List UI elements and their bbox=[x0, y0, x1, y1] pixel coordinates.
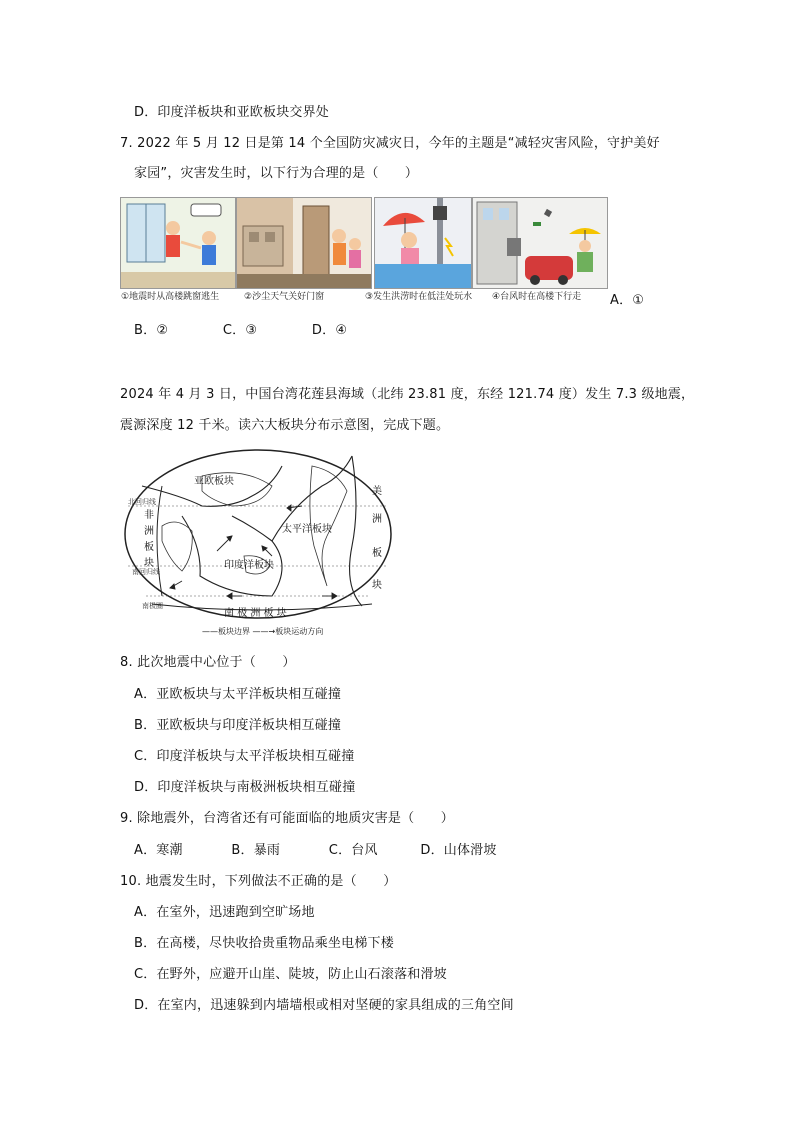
q9-options bbox=[134, 842, 497, 860]
label-america-3: 板 bbox=[372, 548, 382, 559]
q9-option-b: B．暴雨 bbox=[231, 843, 281, 858]
label-antarctic-circle: 南极圈 bbox=[142, 602, 163, 610]
caption-3: ③发生洪涝时在低洼处玩水 bbox=[365, 292, 473, 302]
caption-2: ②沙尘天气关好门窗 bbox=[244, 292, 325, 302]
q9-stem: 9. 除地震外，台湾省还有可能面临的地质灾害是（ ） bbox=[120, 811, 454, 826]
q8-option-c: C．印度洋板块与太平洋板块相互碰撞 bbox=[134, 749, 355, 764]
label-america-4: 块 bbox=[372, 580, 382, 591]
q10-option-a: A．在室外，迅速跑到空旷场地 bbox=[134, 905, 315, 920]
q9-option-c: C．台风 bbox=[328, 843, 378, 858]
intro-line1: 2024 年 4 月 3 日，中国台湾花莲县海域（北纬 23.81 度，东经 121.74 度）发生 7.3 级地震， bbox=[120, 387, 695, 402]
plates-map bbox=[122, 446, 394, 640]
map-legend: ——板块边界 ——→板块运动方向 bbox=[202, 627, 324, 636]
caption-4: ④台风时在高楼下行走 bbox=[492, 292, 582, 302]
label-tropic-capricorn: 南回归线 bbox=[132, 568, 160, 576]
q10-option-d: D．在室内，迅速躲到内墙墙根或相对坚硬的家具组成的三角空间 bbox=[134, 998, 514, 1013]
illustration-sandstorm bbox=[236, 197, 372, 289]
label-africa-4: 块 bbox=[144, 558, 154, 569]
label-america-2: 洲 bbox=[372, 514, 382, 525]
q6-option-d: D．印度洋板块和亚欧板块交界处 bbox=[134, 105, 330, 120]
label-africa-1: 非 bbox=[144, 510, 154, 521]
label-pacific: 太平洋板块 bbox=[282, 524, 332, 535]
label-america-1: 美 bbox=[372, 486, 382, 497]
intro-line2: 震源深度 12 千米。读六大板块分布示意图，完成下题。 bbox=[120, 418, 450, 433]
label-antarctic: 南 极 洲 板 块 bbox=[224, 608, 287, 619]
label-tropic-cancer: 北回归线 bbox=[128, 498, 156, 506]
q9-option-a: A．寒潮 bbox=[134, 843, 183, 858]
q7-stem-line1: 7. 2022 年 5 月 12 日是第 14 个全国防灾减灾日，今年的主题是“减轻灾害风险，守护美好 bbox=[120, 136, 660, 151]
q8-stem: 8. 此次地震中心位于（ ） bbox=[120, 655, 296, 670]
illustration-typhoon bbox=[472, 197, 608, 289]
q10-stem: 10. 地震发生时，下列做法不正确的是（ ） bbox=[120, 874, 397, 889]
q8-option-d: D．印度洋板块与南极洲板块相互碰撞 bbox=[134, 780, 356, 795]
q8-option-a: A．亚欧板块与太平洋板块相互碰撞 bbox=[134, 687, 342, 702]
q9-option-d: D．山体滑坡 bbox=[420, 843, 497, 858]
label-indian: 印度洋板块 bbox=[224, 560, 274, 571]
q8-option-b: B．亚欧板块与印度洋板块相互碰撞 bbox=[134, 718, 342, 733]
label-africa-3: 板 bbox=[144, 542, 154, 553]
illustration-jump-window bbox=[120, 197, 236, 289]
q10-option-c: C．在野外，应避开山崖、陡坡，防止山石滚落和滑坡 bbox=[134, 967, 447, 982]
label-eurasian: 亚欧板块 bbox=[194, 476, 234, 487]
q7-option-b: B．② bbox=[134, 323, 169, 338]
q7-options-bcd bbox=[134, 322, 347, 340]
q10-option-b: B．在高楼，尽快收拾贵重物品乘坐电梯下楼 bbox=[134, 936, 394, 951]
q7-option-c: C．③ bbox=[222, 323, 258, 338]
q7-option-a: A．① bbox=[610, 293, 645, 308]
q7-stem-line2: 家园”，灾害发生时，以下行为合理的是（ ） bbox=[134, 166, 419, 181]
q7-option-d: D．④ bbox=[311, 323, 348, 338]
caption-1: ①地震时从高楼跳窗逃生 bbox=[121, 292, 220, 302]
illustration-flood bbox=[374, 197, 472, 289]
label-africa-2: 洲 bbox=[144, 526, 154, 537]
